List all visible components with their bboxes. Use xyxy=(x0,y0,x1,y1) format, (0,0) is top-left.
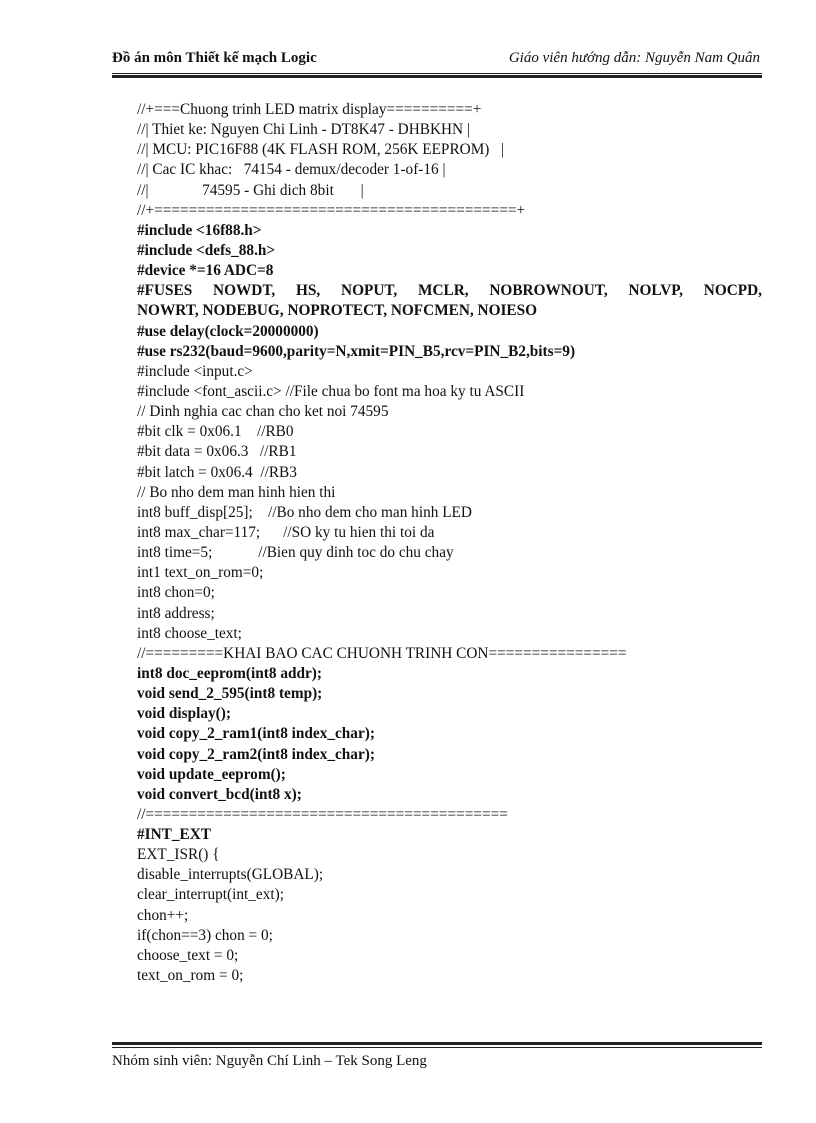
code-line: //| 74595 - Ghi dich 8bit | xyxy=(137,181,364,199)
code-line: int8 doc_eeprom(int8 addr); xyxy=(137,664,322,682)
code-line: #bit latch = 0x06.4 //RB3 xyxy=(137,463,297,481)
code-line: #use delay(clock=20000000) xyxy=(137,322,319,340)
code-line: // Bo nho dem man hinh hien thi xyxy=(137,483,336,501)
code-line: //| Thiet ke: Nguyen Chi Linh - DT8K47 - DHBKHN | xyxy=(137,121,470,139)
code-line: int8 chon=0; xyxy=(137,584,215,602)
code-line: EXT_ISR() { xyxy=(137,846,220,864)
code-line: void copy_2_ram2(int8 index_char); xyxy=(137,745,375,763)
code-line: // Dinh nghia cac chan cho ket noi 74595 xyxy=(137,403,389,421)
code-listing xyxy=(137,100,762,986)
code-line: disable_interrupts(GLOBAL); xyxy=(137,866,324,884)
code-line: int1 text_on_rom=0; xyxy=(137,564,264,582)
code-line: void update_eeprom(); xyxy=(137,765,286,783)
code-line: //=========KHAI BAO CAC CHUONH TRINH CON================ xyxy=(137,644,627,662)
page-header xyxy=(112,50,762,72)
code-line: if(chon==3) chon = 0; xyxy=(137,926,273,944)
header-course-title: Đồ án môn Thiết kế mạch Logic xyxy=(112,50,317,66)
code-line: int8 choose_text; xyxy=(137,624,242,642)
code-line: //+==========================================+ xyxy=(137,201,526,219)
code-line: #use rs232(baud=9600,parity=N,xmit=PIN_B5,rcv=PIN_B2,bits=9) xyxy=(137,342,576,360)
code-line: text_on_rom = 0; xyxy=(137,967,244,985)
page-footer: Nhóm sinh viên: Nguyễn Chí Linh – Tek Song Leng xyxy=(112,1053,427,1069)
code-line: //========================================== xyxy=(137,805,508,823)
code-line: #include <font_ascii.c> //File chua bo font ma hoa ky tu ASCII xyxy=(137,382,525,400)
code-line: int8 buff_disp[25]; //Bo nho dem cho man hinh LED xyxy=(137,503,472,521)
code-line: //+===Chuong trinh LED matrix display==========+ xyxy=(137,101,482,118)
code-line: //| Cac IC khac: 74154 - demux/decoder 1-of-16 | xyxy=(137,161,446,179)
code-line: #device *=16 ADC=8 xyxy=(137,262,274,280)
code-line: clear_interrupt(int_ext); xyxy=(137,886,284,904)
code-line: //| MCU: PIC16F88 (4K FLASH ROM, 256K EEPROM) | xyxy=(137,141,504,159)
code-line: int8 time=5; //Bien quy dinh toc do chu chay xyxy=(137,544,454,562)
code-line: choose_text = 0; xyxy=(137,946,239,964)
code-line: void display(); xyxy=(137,705,231,723)
code-line: #FUSES NOWDT, HS, NOPUT, MCLR, NOBROWNOUT, NOLVP, NOCPD, xyxy=(137,282,762,300)
code-line: int8 max_char=117; //SO ky tu hien thi toi da xyxy=(137,523,435,541)
header-instructor: Giáo viên hướng dẫn: Nguyễn Nam Quân xyxy=(508,50,760,66)
code-line: NOWRT, NODEBUG, NOPROTECT, NOFCMEN, NOIESO xyxy=(137,302,538,320)
code-line: void convert_bcd(int8 x); xyxy=(137,785,302,803)
code-line: chon++; xyxy=(137,906,189,924)
code-line: #include <input.c> xyxy=(137,362,253,380)
code-line: void send_2_595(int8 temp); xyxy=(137,685,323,703)
header-divider xyxy=(112,73,762,74)
footer-divider xyxy=(112,1047,762,1048)
code-line: void copy_2_ram1(int8 index_char); xyxy=(137,725,375,743)
code-line: #INT_EXT xyxy=(137,826,211,844)
code-line: #include <defs_88.h> xyxy=(137,241,276,259)
code-line: #include <16f88.h> xyxy=(137,221,262,239)
footer-divider-thick xyxy=(112,1042,762,1045)
header-divider-thick xyxy=(112,75,762,78)
code-line: int8 address; xyxy=(137,604,215,622)
code-line: #bit clk = 0x06.1 //RB0 xyxy=(137,423,294,441)
code-line: #bit data = 0x06.3 //RB1 xyxy=(137,443,297,461)
